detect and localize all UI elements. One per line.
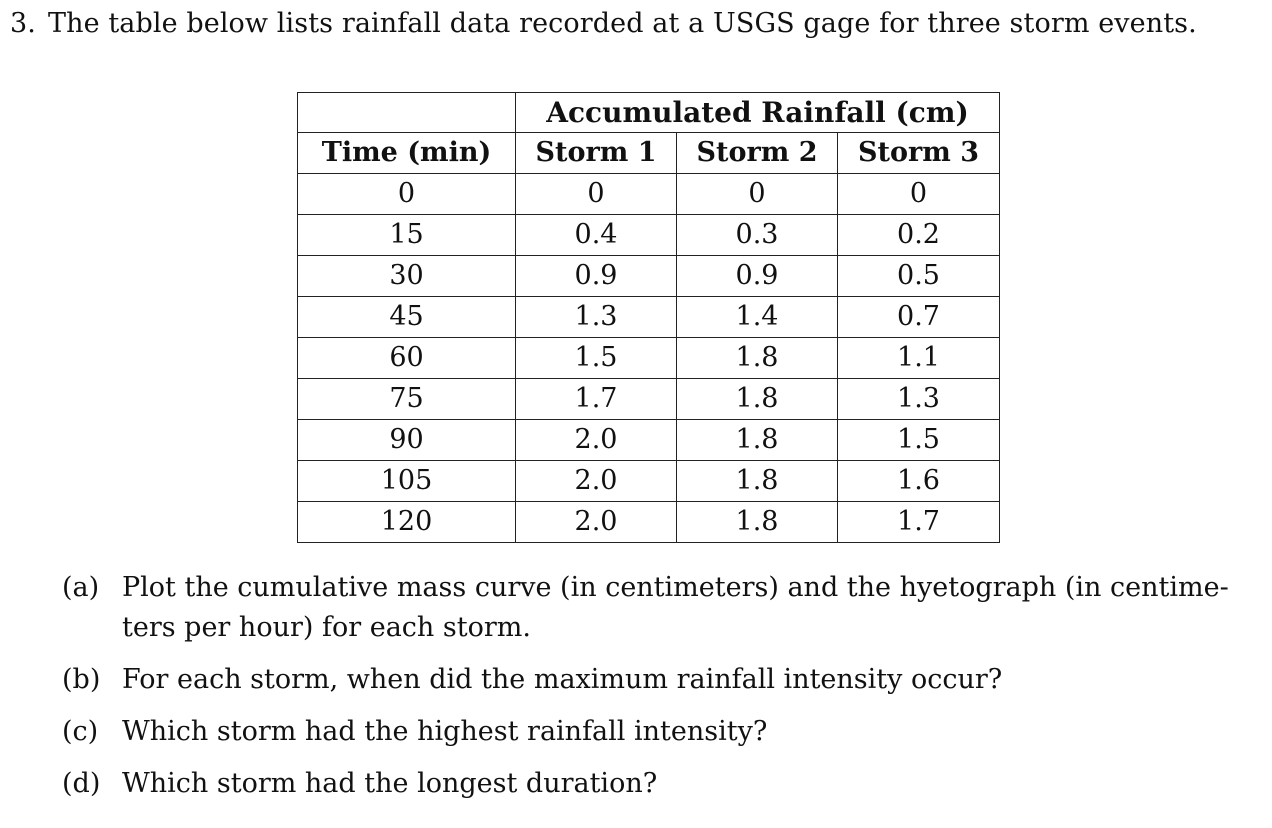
- question-text-continued: ters per hour) for each storm.: [122, 612, 531, 643]
- table-row: [298, 215, 1000, 256]
- question-text: Plot the cumulative mass curve (in centimeters) and the hyetograph (in centime-: [122, 572, 1229, 603]
- question-a: [62, 568, 1262, 648]
- question-c: [62, 712, 1262, 752]
- question-label: (a): [62, 572, 100, 603]
- storm-2-cell: 1.8: [677, 379, 838, 420]
- table-row: [298, 256, 1000, 297]
- time-cell: 60: [298, 338, 516, 379]
- storm-1-column-header: Storm 1: [516, 133, 677, 174]
- time-cell: 90: [298, 420, 516, 461]
- time-cell: 30: [298, 256, 516, 297]
- storm-3-cell: 0: [838, 174, 1000, 215]
- table-row: [298, 461, 1000, 502]
- storm-1-cell: 2.0: [516, 461, 677, 502]
- table-row: [298, 420, 1000, 461]
- table-row: [298, 174, 1000, 215]
- time-cell: 105: [298, 461, 516, 502]
- storm-1-cell: 1.7: [516, 379, 677, 420]
- table-row: [298, 297, 1000, 338]
- question-label: (c): [62, 716, 99, 747]
- time-cell: 75: [298, 379, 516, 420]
- storm-1-cell: 0: [516, 174, 677, 215]
- table-corner-cell: [298, 93, 516, 133]
- table-row: [298, 502, 1000, 543]
- storm-3-cell: 1.3: [838, 379, 1000, 420]
- question-label: (d): [62, 768, 101, 799]
- storm-1-cell: 2.0: [516, 502, 677, 543]
- question-text: Which storm had the longest duration?: [122, 768, 658, 799]
- question-text: For each storm, when did the maximum rainfall intensity occur?: [122, 664, 1003, 695]
- storm-1-cell: 0.4: [516, 215, 677, 256]
- question-label: (b): [62, 664, 101, 695]
- time-cell: 120: [298, 502, 516, 543]
- time-column-header: Time (min): [298, 133, 516, 174]
- storm-3-cell: 0.5: [838, 256, 1000, 297]
- table-row: [298, 379, 1000, 420]
- storm-2-cell: 1.8: [677, 420, 838, 461]
- question-text: Which storm had the highest rainfall intensity?: [122, 716, 768, 747]
- storm-2-column-header: Storm 2: [677, 133, 838, 174]
- question-d: [62, 764, 1262, 804]
- storm-2-cell: 1.8: [677, 461, 838, 502]
- storm-3-cell: 1.7: [838, 502, 1000, 543]
- problem-number: 3.: [10, 8, 36, 39]
- problem-text: The table below lists rainfall data recorded at a USGS gage for three storm events.: [47, 8, 1197, 39]
- rainfall-table: [297, 92, 1000, 543]
- storm-2-cell: 0: [677, 174, 838, 215]
- storm-3-cell: 1.1: [838, 338, 1000, 379]
- storm-3-cell: 0.2: [838, 215, 1000, 256]
- storm-2-cell: 1.4: [677, 297, 838, 338]
- storm-1-cell: 0.9: [516, 256, 677, 297]
- storm-2-cell: 1.8: [677, 338, 838, 379]
- storm-2-cell: 1.8: [677, 502, 838, 543]
- problem-statement: [10, 8, 1197, 39]
- table-row: [298, 338, 1000, 379]
- storm-3-cell: 0.7: [838, 297, 1000, 338]
- storm-1-cell: 2.0: [516, 420, 677, 461]
- question-list: [62, 568, 1262, 804]
- storm-2-cell: 0.9: [677, 256, 838, 297]
- time-cell: 45: [298, 297, 516, 338]
- storm-2-cell: 0.3: [677, 215, 838, 256]
- storm-3-cell: 1.5: [838, 420, 1000, 461]
- storm-3-cell: 1.6: [838, 461, 1000, 502]
- question-b: [62, 660, 1262, 700]
- storm-1-cell: 1.5: [516, 338, 677, 379]
- time-cell: 15: [298, 215, 516, 256]
- storm-3-column-header: Storm 3: [838, 133, 1000, 174]
- accumulated-rainfall-header: Accumulated Rainfall (cm): [516, 93, 1000, 133]
- storm-1-cell: 1.3: [516, 297, 677, 338]
- time-cell: 0: [298, 174, 516, 215]
